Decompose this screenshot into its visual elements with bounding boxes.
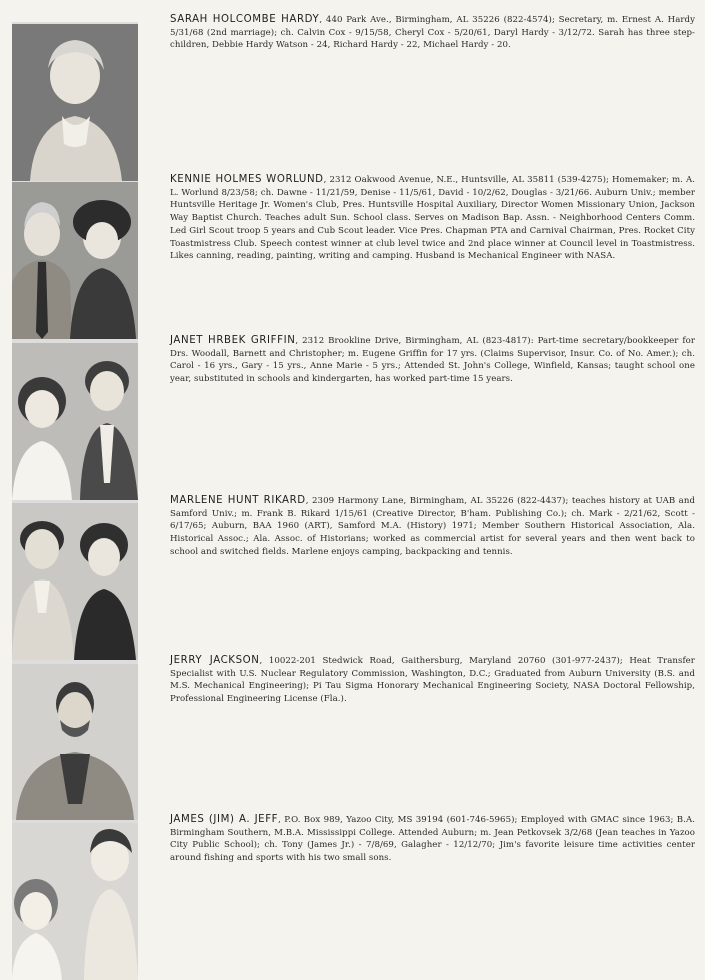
directory-entry: [170, 495, 695, 559]
entry-details: P.O. Box 989, Yazoo City, MS 39194 (601-746-5965); Employed with GMAC since 1963; B.A. Birmingham Southern, M.B.A. Mississippi College. Attended Auburn; m. Jean Petkovsek 3/2/68 (Jean teaches in Yazoo City Public School); ch. Tony (James Jr.) - 7/8/69, Galagher - 12/12/70; Jim's favorite leisure time activities center around fishing and sports with his two small sons.: [170, 815, 695, 864]
entry-separator: ,: [278, 815, 285, 825]
directory-entry: [170, 14, 695, 52]
entry-separator: ,: [319, 15, 326, 25]
entry-details: 2312 Brookline Drive, Birmingham, AL (823-4817): Part-time secretary/bookkeeper for Drs. Woodall, Barnett and Christopher; m. Eugene Griffin for 17 yrs. (Claims Supervisor, Insur. Co. of No. Amer.); ch. Carol - 16 yrs., Gary - 15 yrs., Anne Marie - 5 yrs.; Attended St. John's College, Winfield, Kansas; taught school one year, substituted in schools and kindergarten, has worked part-time 15 years.: [170, 336, 695, 385]
portrait-photo-kennie-worlund: [12, 182, 138, 339]
portrait-photo-janet-griffin: [12, 343, 138, 500]
directory-entry: [170, 655, 695, 706]
photo-column: [12, 22, 138, 980]
entry-separator: ,: [323, 175, 330, 185]
entry-name: KENNIE HOLMES WORLUND: [170, 174, 324, 185]
directory-entry: [170, 814, 695, 865]
entry-details: 2312 Oakwood Avenue, N.E., Huntsville, AL 35811 (539-4275); Homemaker; m. A. L. Worlund 8/23/58; ch. Dawne - 11/21/59, Denise - 11/5/61, David - 10/2/62, Douglas - 3/21/66. Auburn Univ.; member Huntsville Heritage Jr. Women's Club, Pres. Huntsville Hospital Auxiliary, Director Women Missionary Union, Jackson Way Baptist Church. Teaches adult Sun. School class. Serves on Madison Bap. Assn. - Neighborhood Centers Comm. Led Girl Scout troop 5 years and Cub Scout leader. Vice Pres. Chapman PTA and Carnival Chairman, Pres. Rocket City Toastmistress Club. Speech contest winner at club level twice and 2nd place winner at Council level in Toastmistress. Likes canning, reading, painting, writing and camping. Husband is Mechanical Engineer with NASA.: [170, 175, 696, 262]
entry-name: JANET HRBEK GRIFFIN: [170, 335, 296, 346]
directory-entry: [170, 174, 695, 263]
entry-separator: ,: [305, 496, 313, 506]
entry-name: JAMES (JIM) A. JEFF: [170, 814, 279, 825]
entry-name: SARAH HOLCOMBE HARDY: [170, 14, 320, 25]
entry-separator: ,: [295, 336, 303, 346]
entry-details: 10022-201 Stedwick Road, Gaithersburg, Maryland 20760 (301-977-2437); Heat Transfer Specialist with U.S. Nuclear Regulatory Commission, Washington, D.C.; Graduated from Auburn University (B.S. and M.S. Mechanical Engineering); Pi Tau Sigma Honorary Mechanical Engineering Society, NASA Doctoral Fellowship, Professional Engineering License (Fla.).: [170, 656, 695, 705]
portrait-photo-marlene-rikard: [12, 503, 138, 660]
directory-entry: [170, 335, 695, 386]
entry-name: MARLENE HUNT RIKARD: [170, 495, 306, 506]
portrait-photo-james-jeff: [12, 823, 138, 980]
portrait-photo-jerry-jackson: [12, 664, 138, 820]
portrait-photo-sarah-hardy: [12, 24, 138, 181]
entry-name: JERRY JACKSON: [170, 655, 260, 666]
entry-separator: ,: [259, 656, 269, 666]
entry-details: 440 Park Ave., Birmingham, AL 35226 (822-4574); Secretary, m. Ernest A. Hardy 5/31/68 (2nd marriage); ch. Calvin Cox - 9/15/58, Cheryl Cox - 5/20/61, Daryl Hardy - 3/12/72. Sarah has three step-children, Debbie Hardy Watson - 24, Richard Hardy - 22, Michael Hardy - 20.: [170, 15, 695, 51]
entry-details: 2309 Harmony Lane, Birmingham, AL 35226 (822-4437); teaches history at UAB and Samford Univ.; m. Frank B. Rikard 1/15/61 (Creative Director, B'ham. Publishing Co.); ch. Mark - 2/21/62, Scott - 6/17/65; Auburn, BAA 1960 (ART), Samford M.A. (History) 1971; Member Southern Historical Association, Ala. Historical Assoc.; Ala. Assoc. of Historians; worked as commercial artist for several years and then went back to school and switched fields. Marlene enjoys camping, backpacking and tennis.: [170, 496, 695, 557]
